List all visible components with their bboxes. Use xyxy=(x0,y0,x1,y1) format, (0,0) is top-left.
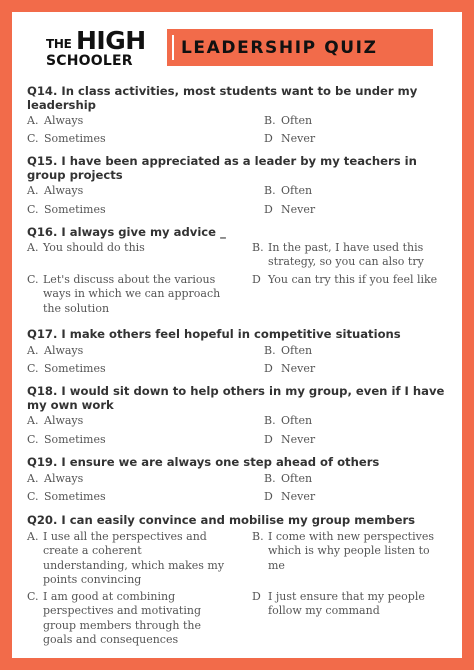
q16-option-b[interactable] xyxy=(252,241,442,270)
q19-option-d[interactable] xyxy=(264,490,315,504)
q15-option-b[interactable] xyxy=(264,184,312,198)
option-letter: C. xyxy=(27,132,39,145)
q18-option-c[interactable] xyxy=(27,433,106,447)
option-letter: C. xyxy=(27,433,39,446)
option-letter: D xyxy=(264,132,273,145)
option-text: Never xyxy=(281,203,316,216)
question-15: Q15. I have been appreciated as a leader by my teachers in group projects xyxy=(27,154,417,182)
q19-option-c[interactable] xyxy=(27,490,106,504)
question-20: Q20. I can easily convince and mobilise my group members xyxy=(27,513,416,527)
option-letter: C. xyxy=(27,273,39,286)
option-letter: A. xyxy=(27,114,39,127)
option-text: Always xyxy=(44,344,84,357)
option-letter: A. xyxy=(27,344,39,357)
option-text: Often xyxy=(281,184,313,197)
page-title: LEADERSHIP QUIZ xyxy=(181,38,378,58)
option-letter: B. xyxy=(252,241,264,254)
option-text: You can try this if you feel like xyxy=(268,273,438,286)
option-text: Sometimes xyxy=(44,203,106,216)
option-text: You should do this xyxy=(43,241,145,254)
q19-option-b[interactable] xyxy=(264,472,312,486)
option-text: Sometimes xyxy=(44,490,106,503)
q15-option-d[interactable] xyxy=(264,203,315,217)
option-text: Always xyxy=(44,114,84,127)
option-letter: D xyxy=(264,362,273,375)
option-letter: B. xyxy=(252,530,264,543)
option-text: I am good at combining perspectives and motivating group members through the goals and consequences xyxy=(43,590,201,646)
question-18: Q18. I would sit down to help others in my group, even if I have my own work xyxy=(27,384,445,412)
option-text: Always xyxy=(44,184,84,197)
option-text: Always xyxy=(44,414,84,427)
option-text: Sometimes xyxy=(44,433,106,446)
option-text: Always xyxy=(44,472,84,485)
question-16: Q16. I always give my advice _ xyxy=(27,225,226,239)
q17-option-a[interactable] xyxy=(27,344,83,358)
q17-option-d[interactable] xyxy=(264,362,315,376)
option-letter: C. xyxy=(27,490,39,503)
q14-option-b[interactable] xyxy=(264,114,312,128)
option-letter: B. xyxy=(264,472,276,485)
option-text: I use all the perspectives and create a coherent understanding, which makes my points convincing xyxy=(43,530,225,586)
option-text: Never xyxy=(281,433,316,446)
option-letter: D xyxy=(264,433,273,446)
option-letter: A. xyxy=(27,184,39,197)
option-text: Often xyxy=(281,472,313,485)
quiz-sheet xyxy=(12,12,462,658)
q19-option-a[interactable] xyxy=(27,472,83,486)
option-text: Sometimes xyxy=(44,362,106,375)
option-letter: B. xyxy=(264,114,276,127)
option-text: I come with new perspectives which is why people listen to me xyxy=(268,530,434,572)
option-text: Sometimes xyxy=(44,132,106,145)
option-letter: D xyxy=(264,203,273,216)
question-17: Q17. I make others feel hopeful in competitive situations xyxy=(27,327,401,341)
option-text: I just ensure that my people follow my command xyxy=(268,590,425,618)
q17-option-c[interactable] xyxy=(27,362,106,376)
q18-option-d[interactable] xyxy=(264,433,315,447)
option-letter: D xyxy=(264,490,273,503)
option-letter: B. xyxy=(264,344,276,357)
q18-option-a[interactable] xyxy=(27,414,83,428)
q14-option-a[interactable] xyxy=(27,114,83,128)
q15-option-c[interactable] xyxy=(27,203,106,217)
option-text: Often xyxy=(281,114,313,127)
option-letter: C. xyxy=(27,203,39,216)
option-text: Never xyxy=(281,490,316,503)
logo-schooler: SCHOOLER xyxy=(46,53,133,69)
option-letter: A. xyxy=(27,241,39,254)
q18-option-b[interactable] xyxy=(264,414,312,428)
q20-option-d[interactable] xyxy=(252,590,442,619)
option-letter: C. xyxy=(27,362,39,375)
option-letter: B. xyxy=(264,414,276,427)
option-letter: A. xyxy=(27,530,39,543)
option-letter: A. xyxy=(27,414,39,427)
option-text: Let's discuss about the various ways in which we can approach the solution xyxy=(43,273,221,315)
q16-option-c[interactable] xyxy=(27,273,227,316)
title-banner xyxy=(167,29,433,66)
q20-option-c[interactable] xyxy=(27,590,227,647)
q14-option-d[interactable] xyxy=(264,132,315,146)
logo-the: THE xyxy=(46,37,72,51)
option-letter: B. xyxy=(264,184,276,197)
banner-divider xyxy=(172,35,174,60)
q16-option-d[interactable] xyxy=(252,273,442,287)
q20-option-a[interactable] xyxy=(27,530,227,587)
question-19: Q19. I ensure we are always one step ahead of others xyxy=(27,455,380,469)
q17-option-b[interactable] xyxy=(264,344,312,358)
option-letter: D xyxy=(252,273,261,286)
option-letter: C. xyxy=(27,590,39,603)
logo-high: HIGH xyxy=(76,26,146,55)
q16-option-a[interactable] xyxy=(27,241,227,255)
option-text: In the past, I have used this strategy, so you can also try xyxy=(268,241,424,269)
option-letter: D xyxy=(252,590,261,603)
q20-option-b[interactable] xyxy=(252,530,442,573)
option-text: Often xyxy=(281,414,313,427)
option-text: Often xyxy=(281,344,313,357)
q14-option-c[interactable] xyxy=(27,132,106,146)
question-14: Q14. In class activities, most students want to be under my leadership xyxy=(27,84,418,112)
option-text: Never xyxy=(281,132,316,145)
q15-option-a[interactable] xyxy=(27,184,83,198)
option-text: Never xyxy=(281,362,316,375)
option-letter: A. xyxy=(27,472,39,485)
